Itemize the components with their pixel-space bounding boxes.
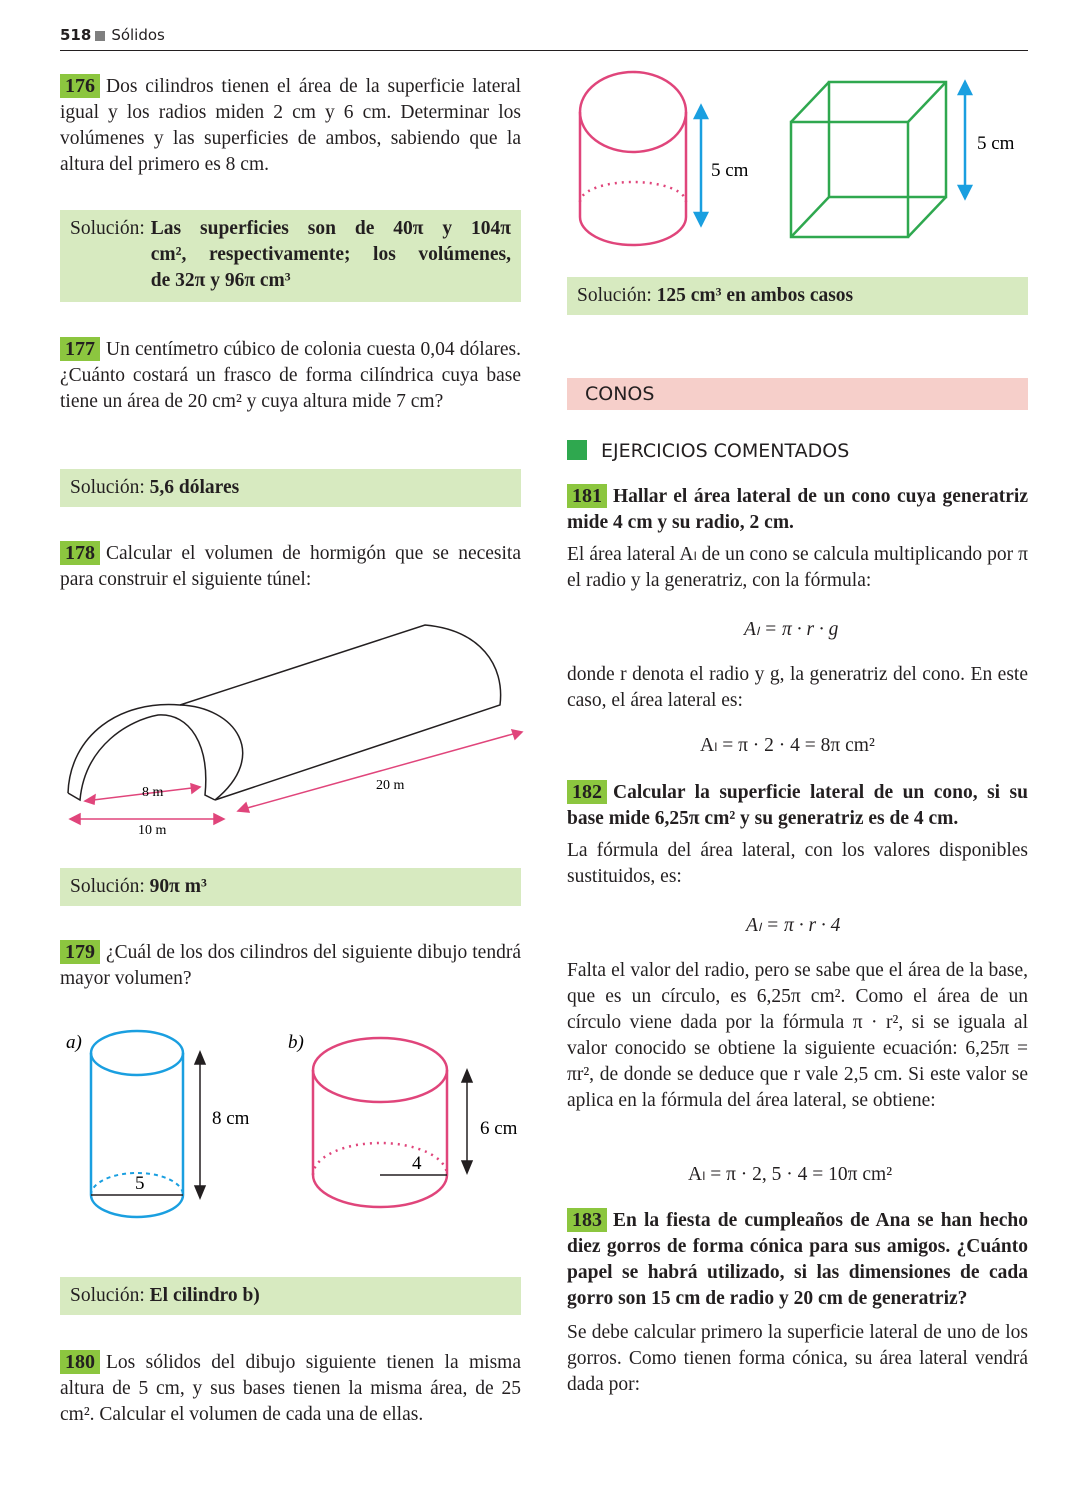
solution-177 [60,469,521,507]
exercise-title: Hallar el área lateral de un cono cuya generatriz mide 4 cm y su radio, 2 cm. [567,486,1028,533]
formula: Aₗ = π · 2, 5 · 4 = 10π cm² [688,1164,893,1185]
formula: Aₗ = π · r · 4 [746,915,841,936]
height-b: 6 cm [480,1118,518,1139]
solution-line: Las superficies son de 40π y 104π [150,218,511,239]
paragraph: Se debe calcular primero la superficie lateral de uno de los gorros. Como tienen forma cónica, su área lateral vendrá dada por: [567,1322,1028,1395]
exercise-text: ¿Cuál de los dos cilindros del siguiente dibujo tendrá mayor volumen? [60,942,521,989]
label-b: b) [288,1032,304,1053]
solution-label: Solución: [577,285,652,306]
exercise-181 [567,484,1028,594]
square-icon [567,440,587,460]
solution-value: El cilindro b) [149,1285,260,1306]
exercise-number: 179 [60,940,100,964]
exercise-title: Calcular la superficie lateral de un cono, si su base mide 6,25π cm² y su generatriz es de 4 cm. [567,782,1028,829]
exercise-text: Los sólidos del dibujo siguiente tienen la misma altura de 5 cm, y sus bases tienen la misma área, de 25 cm². Calcular el volumen de cada una de ellas. [60,1352,521,1425]
solution-178 [60,868,521,906]
paragraph: La fórmula del área lateral, con los valores disponibles sustituidos, es: [567,840,1028,887]
cylinder-cube-diagram [567,62,1028,272]
paragraph: Falta el valor del radio, pero se sabe que el área de la base, que es un círculo, es 6,25π cm². Como el área de un círculo viene dada por la fórmula π · r², si se iguala al valor conocido se obtiene la siguiente ecuación: 6,25π = πr², de donde se deduce que r vale 2,5 cm. Si este valor se aplica en la fórmula del área lateral, se obtiene: [567,960,1028,1111]
solution-value: 5,6 dólares [149,477,240,498]
radius-a: 5 [135,1173,145,1194]
exercise-number: 176 [60,74,100,98]
solution-line: de 32π y 96π cm³ [150,270,291,291]
exercise-number: 183 [567,1208,607,1232]
section-title: CONOS [567,378,1028,410]
tunnel-diagram [60,615,530,845]
solution-label: Solución: [70,1285,145,1306]
cube-height: 5 cm [977,133,1015,154]
subsection-title: EJERCICIOS COMENTADOS [567,440,849,462]
exercise-title: En la fiesta de cumpleaños de Ana se han hecho diez gorros de forma cónica para sus amigos. ¿Cuánto papel se habrá utilizado, si las dimensiones de cada gorro son 15 cm de radio y 20 cm de generatriz? [567,1210,1028,1309]
exercise-number: 180 [60,1350,100,1374]
tunnel-outer-width: 10 m [138,823,167,838]
radius-b: 4 [412,1153,422,1174]
tunnel-length: 20 m [376,778,405,793]
exercise-text: Calcular el volumen de hormigón que se necesita para construir el siguiente túnel: [60,543,521,590]
exercise-180 [60,1350,521,1428]
exercise-183 [567,1208,1028,1398]
solution-value: 90π m³ [149,876,207,897]
cylinders-diagram [60,1020,530,1225]
page-number: 518 [60,26,92,44]
exercise-177 [60,337,521,415]
exercise-181-cont [567,662,1028,714]
exercise-178 [60,541,521,593]
exercise-text: Un centímetro cúbico de colonia cuesta 0,04 dólares. ¿Cuánto costará un frasco de forma cilíndrica cuya base tiene un área de 20 cm² y cuya altura mide 7 cm? [60,339,521,412]
solution-176 [60,210,521,302]
exercise-text: Dos cilindros tienen el área de la superficie lateral igual y los radios miden 2 cm y 6 cm. Determinar los volúmenes y las superficies de ambos, sabiendo que la altura del primero es 8 cm. [60,76,521,175]
page-header [60,26,1028,51]
square-icon [95,31,105,41]
solution-line: cm², respectivamente; los volúmenes, [150,244,511,265]
exercise-number: 177 [60,337,100,361]
tunnel-inner-width: 8 m [142,785,164,800]
paragraph: El área lateral Aₗ de un cono se calcula multiplicando por π el radio y la generatriz, con la fórmula: [567,544,1028,591]
cylinder-height: 5 cm [711,160,749,181]
solution-179 [60,1277,521,1315]
exercise-182 [567,780,1028,890]
height-a: 8 cm [212,1108,250,1129]
exercise-number: 182 [567,780,607,804]
section-name: Sólidos [111,26,165,44]
solution-180 [567,277,1028,315]
exercise-number: 178 [60,541,100,565]
solution-label: Solución: [70,477,145,498]
solution-label: Solución: [70,876,145,897]
exercise-number: 181 [567,484,607,508]
exercise-179 [60,940,521,992]
paragraph: donde r denota el radio y g, la generatriz del cono. En este caso, el área lateral es: [567,664,1028,711]
exercise-176 [60,74,521,178]
formula: Aₗ = π · 2 · 4 = 8π cm² [700,735,875,756]
label-a: a) [66,1032,82,1053]
exercise-182-cont [567,958,1028,1114]
solution-value: 125 cm³ en ambos casos [656,285,854,306]
formula: Aₗ = π · r · g [744,619,839,640]
solution-label: Solución: [70,218,145,239]
